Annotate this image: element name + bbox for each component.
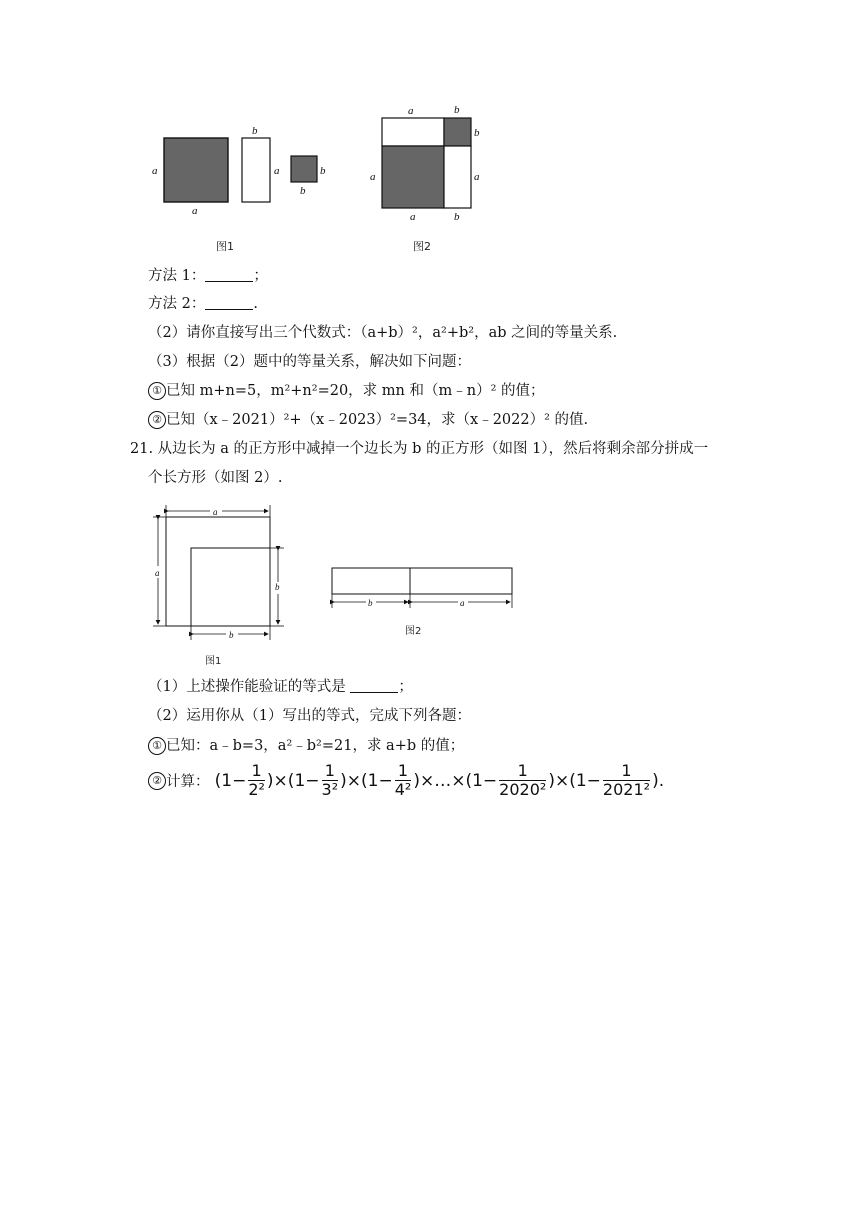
fig-caption-1: 图1 <box>216 240 234 253</box>
q21-part2: （2）运用你从（1）写出的等式，完成下列各题： <box>148 708 471 724</box>
q21-fig-caption-2: 图2 <box>405 626 422 637</box>
method-2-blank[interactable] <box>205 295 253 310</box>
svg-text:a: a <box>213 507 218 517</box>
circled-one: ① <box>148 382 166 400</box>
q21-number: 21. <box>130 441 154 457</box>
q21-part1: （1）上述操作能验证的等式是 ； <box>148 679 413 695</box>
svg-text:b: b <box>275 582 280 592</box>
square-b <box>291 156 317 182</box>
q20-part2: （2）请你直接写出三个代数式：（a+b）²，a²+b²，ab 之间的等量关系. <box>148 325 618 341</box>
q21-stem-2: 个长方形（如图 2）. <box>148 470 283 486</box>
circled-one: ① <box>148 737 166 755</box>
q21-figure-1 <box>148 500 298 650</box>
label-a-bottom: a <box>192 205 198 217</box>
q21-stem-1: 21. 从边长为 a 的正方形中减掉一个边长为 b 的正方形（如图 1），然后将剩余部分拼成一 <box>130 441 709 457</box>
q20-sub2: ② 已知（x﹣2021）²+（x﹣2023）²=34，求（x﹣2022）² 的值. <box>148 410 588 430</box>
svg-text:a: a <box>460 598 465 608</box>
svg-text:a: a <box>408 105 414 117</box>
q21-figure-2 <box>328 562 518 618</box>
circled-two: ② <box>148 411 166 429</box>
q21-sub2: ② 计算： (1− $\frac{1}{\text{2²}}$ )×(1− $\frac{1}{\text{3²}}$ )×(1− $\frac{1}{\text{4²}}$ )×…×(1− $\frac{1}{\text{2020²}}$ )×(1− $\frac{1}{\text{2021²}}$ ). <box>148 762 664 799</box>
product-expression: (1− $\frac{1}{\text{2²}}$ )×(1− $\frac{1}{\text{3²}}$ )×(1− $\frac{1}{\text{4²}}$ )×…×(1− $\frac{1}{\text{2020²}}$ )×(1− $\frac{1}{\text{2021²}}$ ). <box>214 761 665 799</box>
method-2-line: 方法 2： . <box>148 296 258 312</box>
circled-two: ② <box>148 772 166 790</box>
q21-sub1: ① 已知：a﹣b=3，a²﹣b²=21，求 a+b 的值； <box>148 736 464 756</box>
svg-text:a: a <box>410 211 416 223</box>
q20-part3: （3）根据（2）题中的等量关系，解决如下问题： <box>148 354 471 370</box>
label-b-top: b <box>252 125 258 137</box>
label-b-bottom: b <box>300 185 306 197</box>
square-a <box>164 138 228 202</box>
method-1-line: 方法 1： ； <box>148 268 268 284</box>
q20-sub1: ① 已知 m+n=5，m²+n²=20，求 mn 和（m﹣n）² 的值； <box>148 381 545 401</box>
svg-text:b: b <box>229 630 234 640</box>
label-a-left: a <box>152 165 158 177</box>
label-b-right: b <box>320 165 326 177</box>
method-1-blank[interactable] <box>205 267 253 282</box>
svg-text:a: a <box>474 171 480 183</box>
svg-text:b: b <box>454 211 460 223</box>
q21-answer-blank[interactable] <box>350 678 398 693</box>
svg-text:b: b <box>368 598 373 608</box>
fig-caption-2: 图2 <box>413 240 431 253</box>
rect-ab <box>242 138 270 202</box>
q21-fig-caption-1: 图1 <box>205 656 222 667</box>
label-a-right: a <box>274 165 280 177</box>
top-figures <box>140 100 520 230</box>
svg-text:b: b <box>454 104 460 116</box>
svg-text:b: b <box>474 127 480 139</box>
svg-text:a: a <box>370 171 376 183</box>
svg-text:a: a <box>155 568 160 578</box>
